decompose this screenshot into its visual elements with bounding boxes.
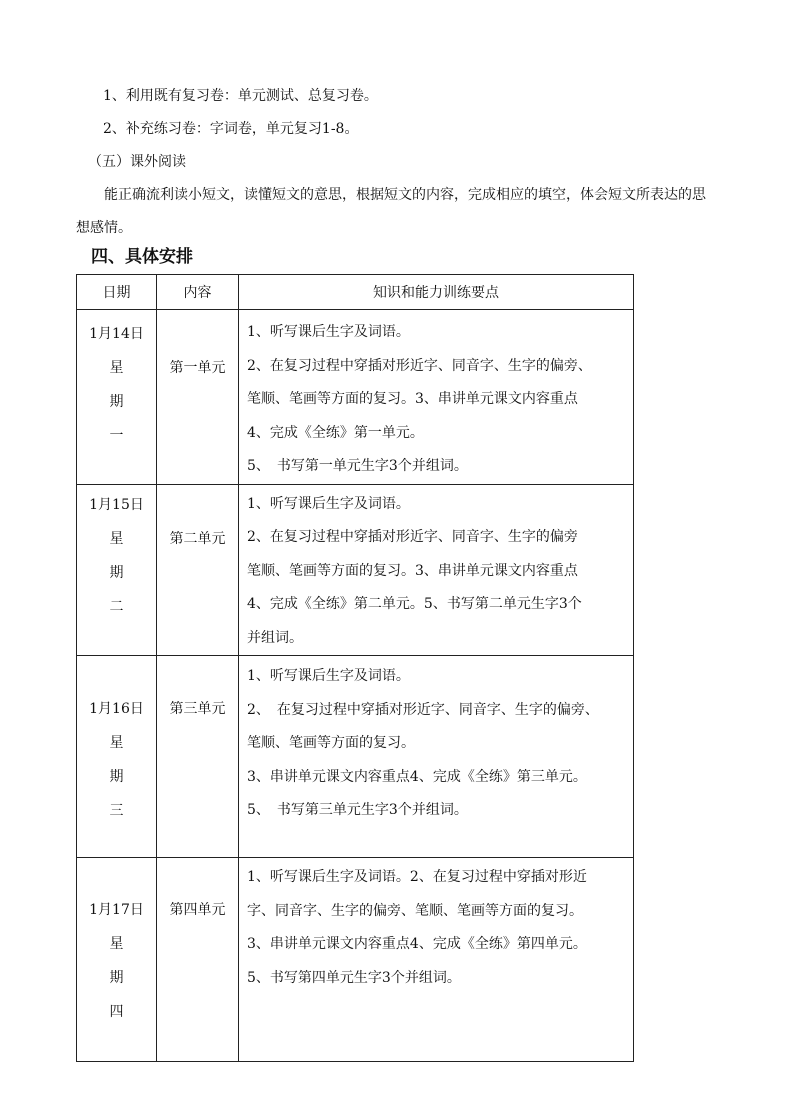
table-row <box>77 484 634 656</box>
section-heading: 四、具体安排 <box>91 247 193 267</box>
weekday-char: 三 <box>109 803 124 819</box>
point-line: 并组词。 <box>247 629 303 646</box>
points-cell <box>239 858 634 1062</box>
date-text: 1月15日 <box>89 496 144 513</box>
weekday-char: 期 <box>109 769 124 785</box>
date-cell <box>77 484 157 656</box>
weekday-char: 二 <box>109 598 124 615</box>
point-line: 5、 书写第一单元生字3个并组词。 <box>247 458 468 474</box>
weekday-char: 星 <box>109 360 124 376</box>
unit-label: 第一单元 <box>169 360 226 376</box>
points-cell <box>239 656 634 858</box>
point-line: 2、在复习过程中穿插对形近字、同音字、生字的偏旁、 <box>247 357 592 374</box>
weekday-char: 期 <box>109 970 124 986</box>
weekday-char: 期 <box>109 564 124 581</box>
points-cell <box>239 484 634 656</box>
unit-cell <box>157 656 239 858</box>
point-line: 3、串讲单元课文内容重点4、完成《全练》第四单元。 <box>247 936 587 952</box>
point-line: 笔顺、笔画等方面的复习。 <box>247 735 415 751</box>
weekday-char: 星 <box>109 936 124 952</box>
intro-line-1: 1、利用既有复习卷：单元测试、总复习卷。 <box>103 88 378 104</box>
weekday-char: 四 <box>109 1004 124 1020</box>
point-line: 字、同音字、生字的偏旁、笔顺、笔画等方面的复习。 <box>247 902 583 919</box>
date-cell <box>77 310 157 485</box>
unit-cell <box>157 858 239 1062</box>
unit-label: 第四单元 <box>169 902 226 918</box>
point-line: 1、听写课后生字及词语。 <box>247 324 410 340</box>
weekday-char: 期 <box>109 394 124 410</box>
point-line: 5、 书写第三单元生字3个并组词。 <box>247 802 468 818</box>
date-cell <box>77 858 157 1062</box>
schedule-table <box>76 274 634 1062</box>
date-text: 1月17日 <box>89 902 144 918</box>
reading-paragraph: 能正确流利读小短文，读懂短文的意思，根据短文的内容，完成相应的填空，体会短文所表达的思想感情。 <box>76 187 706 236</box>
table-row <box>77 858 634 1062</box>
weekday-char: 星 <box>109 735 124 751</box>
point-line: 2、 在复习过程中穿插对形近字、同音字、生字的偏旁、 <box>247 701 599 718</box>
table-row <box>77 310 634 485</box>
header-date: 日期 <box>77 275 157 310</box>
date-text: 1月14日 <box>89 326 144 342</box>
unit-cell <box>157 310 239 485</box>
unit-label: 第二单元 <box>169 530 226 547</box>
unit-label: 第三单元 <box>169 701 226 717</box>
point-line: 笔顺、笔画等方面的复习。3、串讲单元课文内容重点 <box>247 391 578 407</box>
subsection-heading: （五）课外阅读 <box>88 154 186 170</box>
table-header-row <box>77 275 634 310</box>
point-line: 3、串讲单元课文内容重点4、完成《全练》第三单元。 <box>247 768 587 785</box>
points-cell <box>239 310 634 485</box>
header-content: 内容 <box>157 275 239 310</box>
intro-line-2: 2、补充练习卷：字词卷，单元复习1-8。 <box>103 121 359 137</box>
point-line: 5、书写第四单元生字3个并组词。 <box>247 969 461 986</box>
date-cell <box>77 656 157 858</box>
date-text: 1月16日 <box>89 701 144 717</box>
point-line: 4、完成《全练》第一单元。 <box>247 424 424 441</box>
header-points: 知识和能力训练要点 <box>239 275 634 310</box>
point-line: 1、听写课后生字及词语。2、在复习过程中穿插对形近 <box>247 869 587 885</box>
weekday-char: 星 <box>109 530 124 547</box>
point-line: 1、听写课后生字及词语。 <box>247 668 410 684</box>
point-line: 1、听写课后生字及词语。 <box>247 495 410 512</box>
table-row <box>77 656 634 858</box>
unit-cell <box>157 484 239 656</box>
point-line: 2、在复习过程中穿插对形近字、同音字、生字的偏旁 <box>247 529 578 545</box>
point-line: 笔顺、笔画等方面的复习。3、串讲单元课文内容重点 <box>247 562 578 579</box>
point-line: 4、完成《全练》第二单元。5、书写第二单元生字3个 <box>247 596 582 612</box>
weekday-char: 一 <box>109 428 124 444</box>
